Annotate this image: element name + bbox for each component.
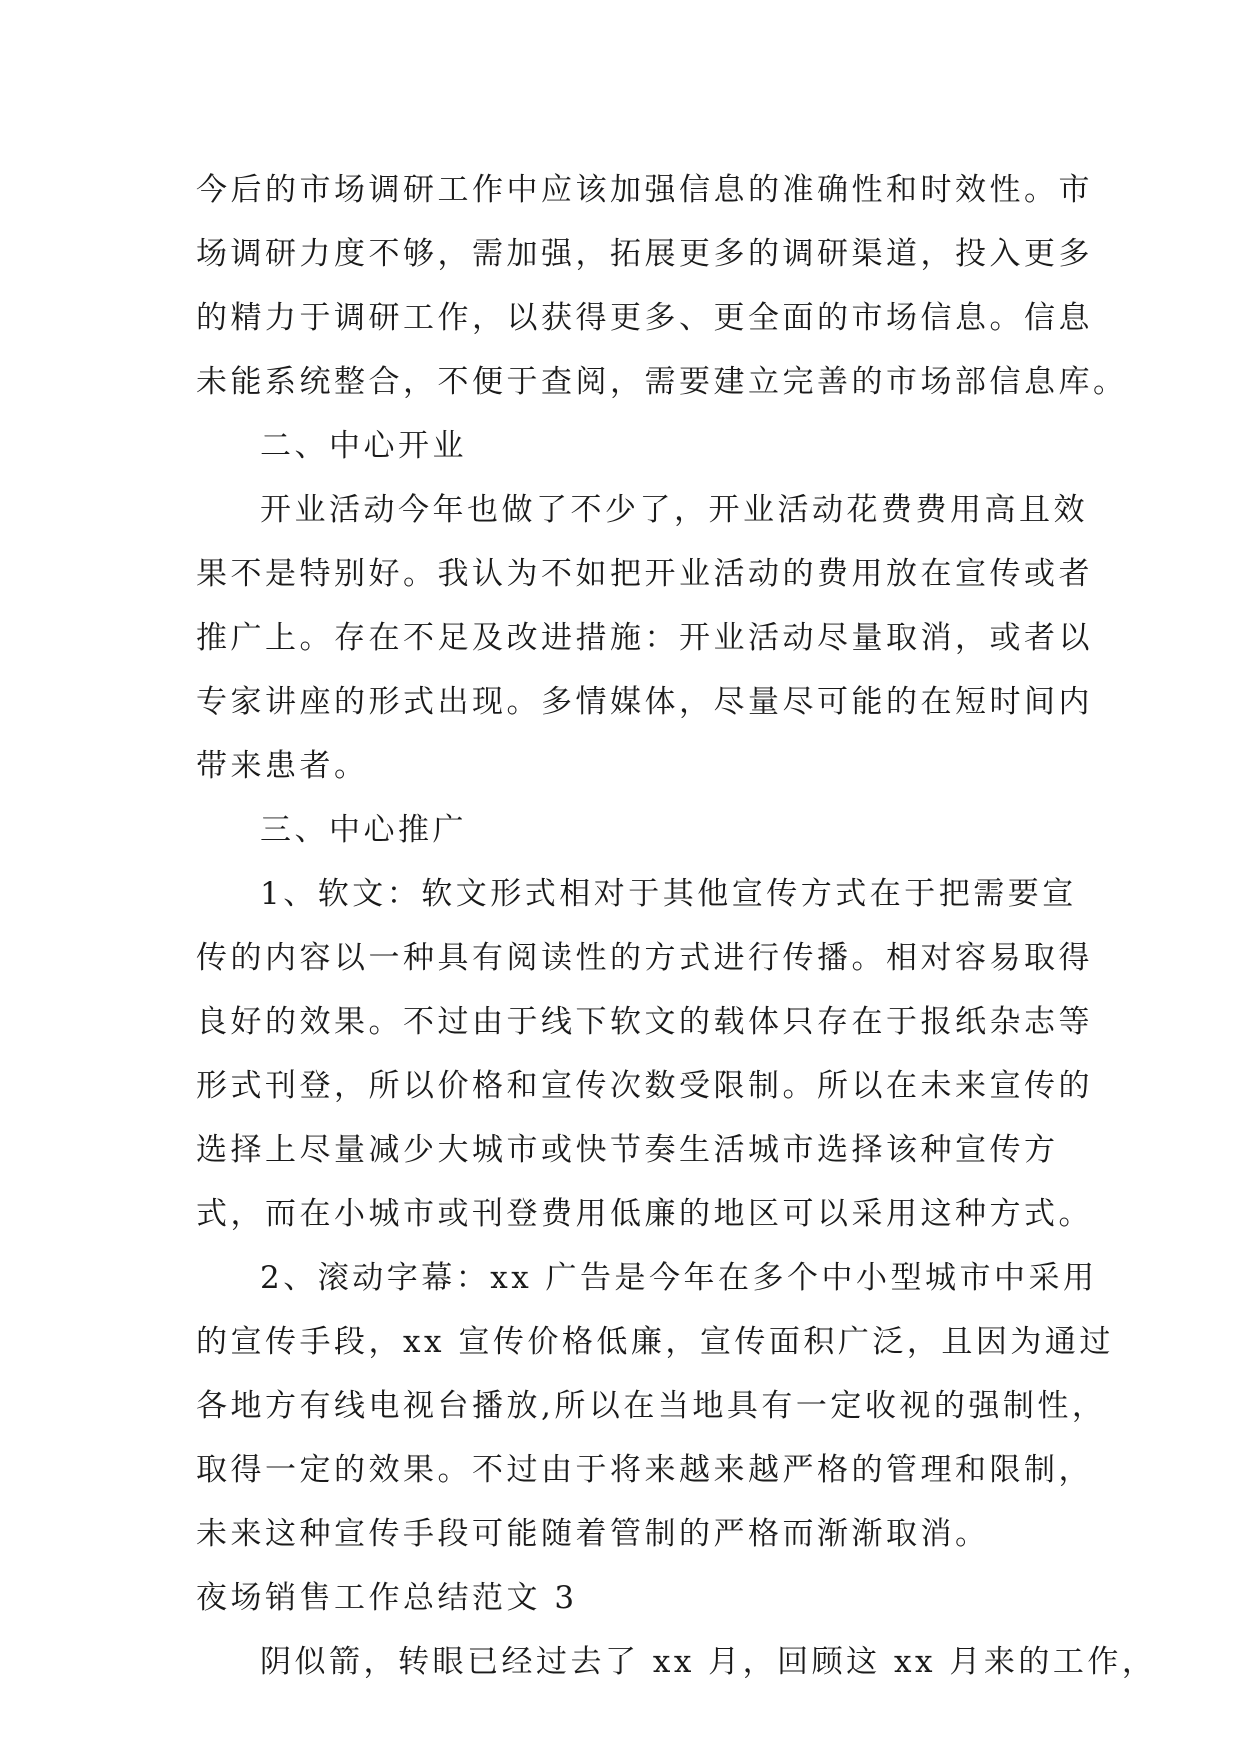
text-line: 今后的市场调研工作中应该加强信息的准确性和时效性。市: [196, 172, 1093, 208]
text-line: 2、滚动字幕：xx 广告是今年在多个中小型城市中采用: [260, 1260, 1098, 1296]
document-body: [196, 158, 1157, 1694]
text-line: 夜场销售工作总结范文 3: [196, 1580, 578, 1616]
text-line: 1、软文：软文形式相对于其他宣传方式在于把需要宣: [260, 876, 1077, 912]
text-line: 场调研力度不够，需加强，拓展更多的调研渠道，投入更多: [196, 236, 1093, 272]
text-line: 的宣传手段，xx 宣传价格低廉，宣传面积广泛，且因为通过: [196, 1324, 1114, 1360]
text-line: 未来这种宣传手段可能随着管制的严格而渐渐取消。: [196, 1516, 990, 1552]
text-line: 选择上尽量减少大城市或快节奏生活城市选择该种宣传方: [196, 1132, 1059, 1168]
text-line: 形式刊登，所以价格和宣传次数受限制。所以在未来宣传的: [196, 1068, 1093, 1104]
text-line: 三、中心推广: [260, 812, 467, 848]
text-line: 的精力于调研工作，以获得更多、更全面的市场信息。信息: [196, 300, 1093, 336]
text-line: 带来患者。: [196, 748, 369, 784]
text-line: 二、中心开业: [260, 428, 467, 464]
text-line: 推广上。存在不足及改进措施：开业活动尽量取消，或者以: [196, 620, 1093, 656]
text-line: 阴似箭，转眼已经过去了 xx 月，回顾这 xx 月来的工作，: [260, 1644, 1157, 1680]
text-line: 专家讲座的形式出现。多情媒体，尽量尽可能的在短时间内: [196, 684, 1093, 720]
text-line: 良好的效果。不过由于线下软文的载体只存在于报纸杂志等: [196, 1004, 1093, 1040]
text-line: 各地方有线电视台播放,所以在当地具有一定收视的强制性，: [196, 1388, 1107, 1424]
text-line: 取得一定的效果。不过由于将来越来越严格的管理和限制，: [196, 1452, 1093, 1488]
text-line: 果不是特别好。我认为不如把开业活动的费用放在宣传或者: [196, 556, 1093, 592]
text-line: 未能系统整合，不便于查阅，需要建立完善的市场部信息库。: [196, 364, 1128, 400]
text-line: 传的内容以一种具有阅读性的方式进行传播。相对容易取得: [196, 940, 1093, 976]
text-line: 开业活动今年也做了不少了，开业活动花费费用高且效: [260, 492, 1088, 528]
text-line: 式，而在小城市或刊登费用低廉的地区可以采用这种方式。: [196, 1196, 1093, 1232]
